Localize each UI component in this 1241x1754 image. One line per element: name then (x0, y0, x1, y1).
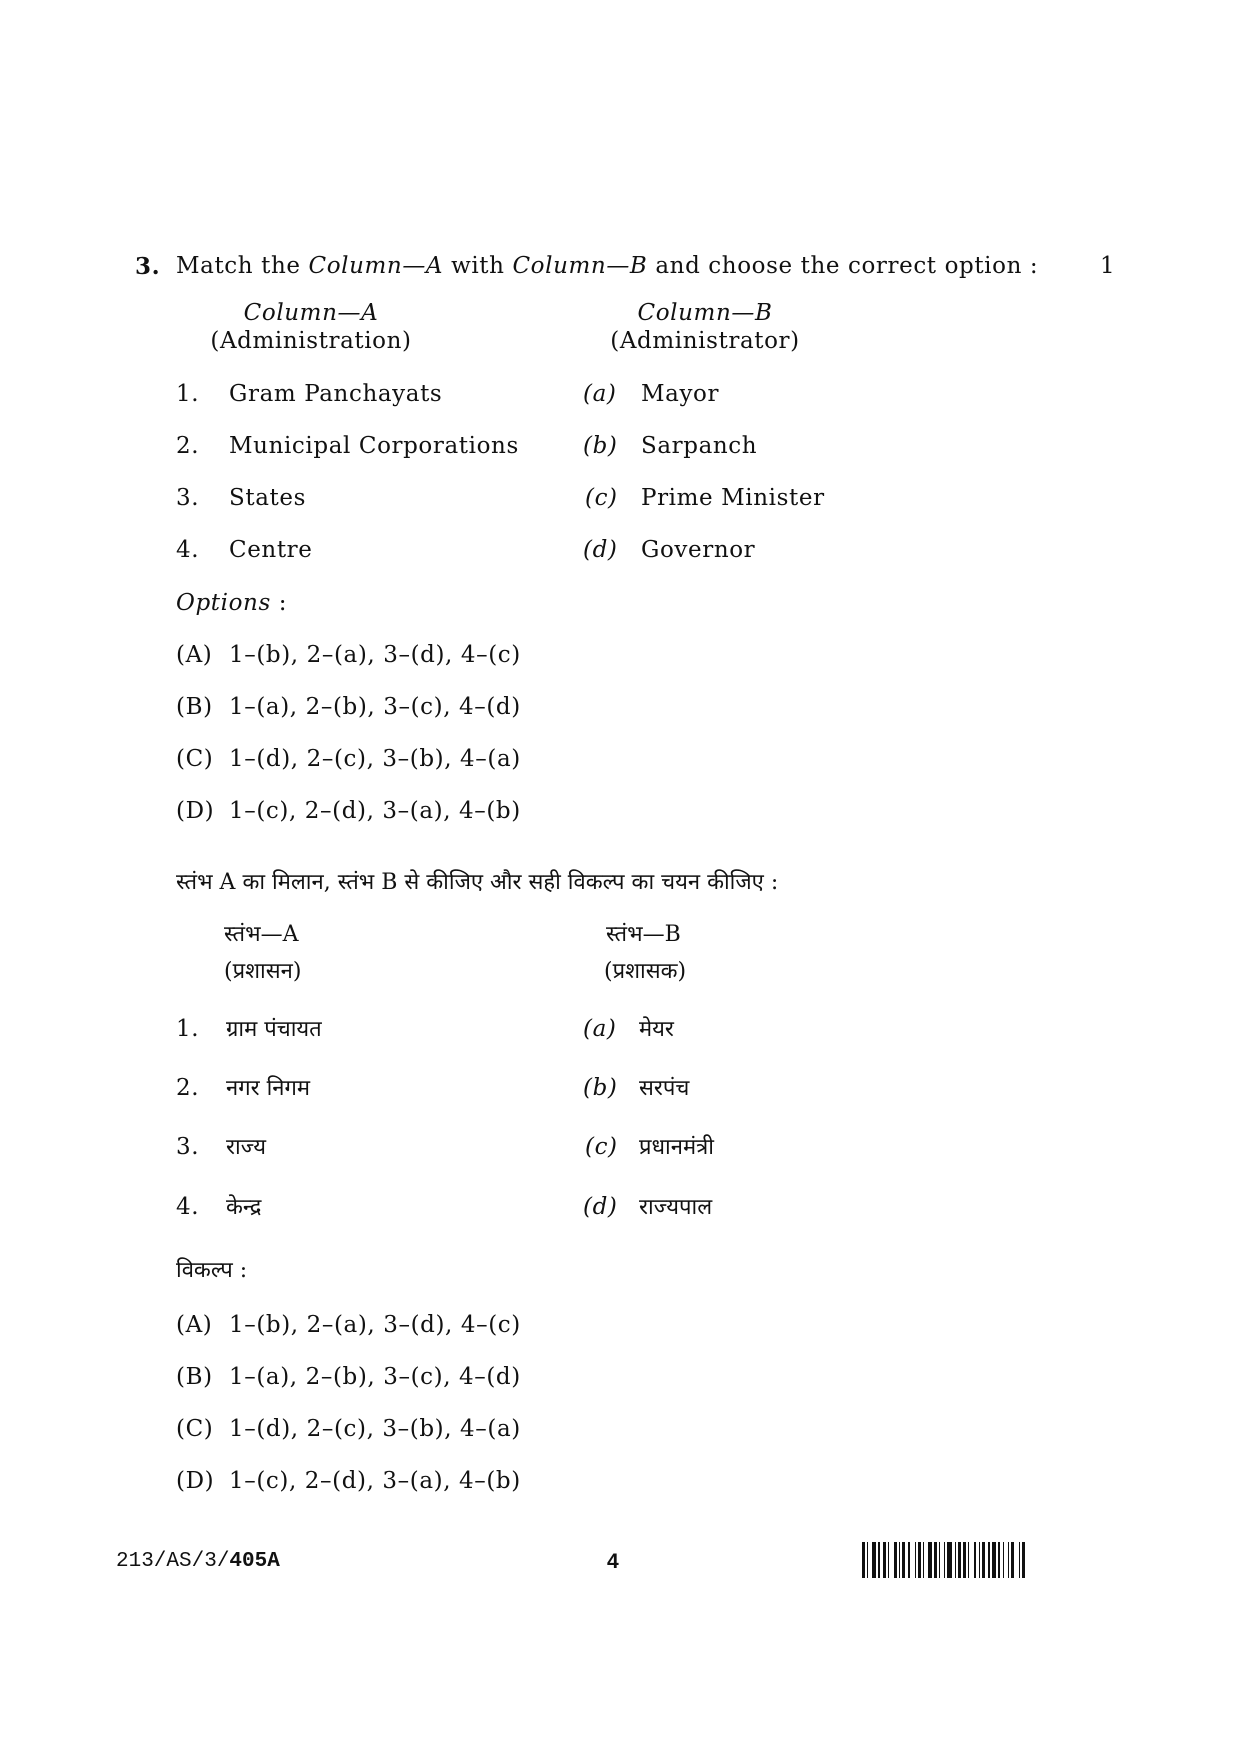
column-b-item: Sarpanch (641, 433, 758, 459)
column-a-item: ग्राम पंचायत (226, 1017, 322, 1042)
barcode-bar (888, 1542, 890, 1578)
option-label: (C) (176, 1416, 214, 1442)
column-a-item: Centre (229, 537, 313, 563)
column-a-item: नगर निगम (226, 1076, 311, 1101)
column-a-item: केन्द्र (226, 1195, 262, 1220)
column-b-letter: (d) (583, 537, 618, 563)
paper-code (116, 1550, 280, 1573)
option-text: 1–(b), 2–(a), 3–(d), 4–(c) (229, 642, 521, 668)
barcode-bar (872, 1542, 877, 1578)
barcode-bar (1011, 1542, 1014, 1578)
barcode-bar (908, 1542, 910, 1578)
column-b-subtitle: (Administrator) (610, 328, 800, 354)
page-number: 4 (607, 1550, 619, 1573)
barcode-bar (894, 1542, 897, 1578)
instruction-text: Column—B (512, 253, 648, 279)
options-colon: : (278, 590, 288, 616)
barcode-bar (974, 1542, 976, 1578)
column-b-item: मेयर (639, 1017, 674, 1042)
option-label: (A) (176, 1312, 213, 1338)
question-marks: 1 (1100, 253, 1116, 279)
row-number: 3. (176, 485, 200, 511)
barcode-bar (958, 1542, 961, 1578)
options-heading (176, 590, 287, 616)
column-a-item: States (229, 485, 306, 511)
barcode-bar (934, 1542, 937, 1578)
paper-code-suffix: 405A (229, 1550, 280, 1573)
column-a-subtitle: (Administration) (210, 328, 412, 354)
barcode-bar (923, 1542, 925, 1578)
row-number: 2. (176, 1075, 200, 1101)
barcode-bar (867, 1542, 869, 1578)
question-instruction-hi: स्तंभ A का मिलान, स्तंभ B से कीजिए और सही विकल्प का चयन कीजिए : (176, 870, 779, 895)
option-label: (C) (176, 746, 214, 772)
option-text: 1–(a), 2–(b), 3–(c), 4–(d) (229, 1364, 521, 1390)
barcode-icon (862, 1542, 1126, 1578)
barcode-bar (918, 1542, 921, 1578)
barcode-bar (1022, 1542, 1025, 1578)
barcode-bar (928, 1542, 933, 1578)
instruction-text: with (443, 253, 513, 279)
row-number: 1. (176, 1016, 200, 1042)
barcode-bar (944, 1542, 946, 1578)
option-text: 1–(c), 2–(d), 3–(a), 4–(b) (229, 1468, 521, 1494)
column-b-item: Governor (641, 537, 756, 563)
instruction-text: Match the (176, 253, 309, 279)
column-b-item: Mayor (641, 381, 720, 407)
barcode-bar (963, 1542, 966, 1578)
barcode-bar (992, 1542, 997, 1578)
option-label: (A) (176, 642, 213, 668)
column-b-subtitle-hi: (प्रशासक) (604, 959, 687, 984)
option-label: (B) (176, 694, 213, 720)
column-b-letter: (a) (583, 1016, 617, 1042)
column-a-subtitle-hi: (प्रशासन) (224, 959, 302, 984)
option-text: 1–(a), 2–(b), 3–(c), 4–(d) (229, 694, 521, 720)
barcode-bar (899, 1542, 901, 1578)
instruction-text: Column—A (308, 253, 444, 279)
column-a-item: Municipal Corporations (229, 433, 519, 459)
column-a-title-hi: स्तंभ—A (224, 922, 299, 947)
barcode-bar (979, 1542, 981, 1578)
barcode-bar (1019, 1542, 1021, 1578)
barcode-bar (939, 1542, 941, 1578)
column-b-letter: (c) (585, 1134, 618, 1160)
row-number: 2. (176, 433, 200, 459)
options-heading-hi: विकल्प : (176, 1258, 248, 1283)
barcode-bar (998, 1542, 1000, 1578)
barcode-bar (947, 1542, 952, 1578)
column-b-item: सरपंच (639, 1076, 690, 1101)
column-b-letter: (b) (583, 1075, 618, 1101)
option-label: (D) (176, 798, 215, 824)
column-b-letter: (b) (583, 433, 618, 459)
row-number: 1. (176, 381, 200, 407)
barcode-bar (988, 1542, 990, 1578)
option-label: (B) (176, 1364, 213, 1390)
row-number: 4. (176, 537, 200, 563)
row-number: 3. (176, 1134, 200, 1160)
question-instruction-en (176, 253, 1038, 279)
column-a-title: Column—A (243, 300, 379, 326)
column-b-title-hi: स्तंभ—B (606, 922, 681, 947)
question-number: 3. (135, 253, 161, 280)
column-b-item: राज्यपाल (639, 1195, 713, 1220)
option-text: 1–(d), 2–(c), 3–(b), 4–(a) (229, 746, 521, 772)
column-a-item: Gram Panchayats (229, 381, 443, 407)
option-text: 1–(b), 2–(a), 3–(d), 4–(c) (229, 1312, 521, 1338)
barcode-bar (883, 1542, 886, 1578)
option-text: 1–(c), 2–(d), 3–(a), 4–(b) (229, 798, 521, 824)
paper-code-prefix: 213/AS/3/ (116, 1550, 230, 1573)
barcode-bar (878, 1542, 880, 1578)
barcode-bar (1003, 1542, 1005, 1578)
barcode-bar (862, 1542, 865, 1578)
barcode-bar (955, 1542, 957, 1578)
option-text: 1–(d), 2–(c), 3–(b), 4–(a) (229, 1416, 521, 1442)
barcode-bar (968, 1542, 970, 1578)
options-label: Options (176, 590, 271, 616)
column-b-title: Column—B (637, 300, 773, 326)
row-number: 4. (176, 1194, 200, 1220)
barcode-bar (982, 1542, 985, 1578)
column-b-letter: (d) (583, 1194, 618, 1220)
column-b-item: प्रधानमंत्री (639, 1135, 714, 1160)
barcode-bar (902, 1542, 905, 1578)
option-label: (D) (176, 1468, 215, 1494)
column-b-letter: (a) (583, 381, 617, 407)
column-a-item: राज्य (226, 1135, 267, 1160)
column-b-letter: (c) (585, 485, 618, 511)
column-b-item: Prime Minister (641, 485, 825, 511)
barcode-bar (915, 1542, 917, 1578)
barcode-bar (1008, 1542, 1010, 1578)
instruction-text: and choose the correct option : (647, 253, 1039, 279)
